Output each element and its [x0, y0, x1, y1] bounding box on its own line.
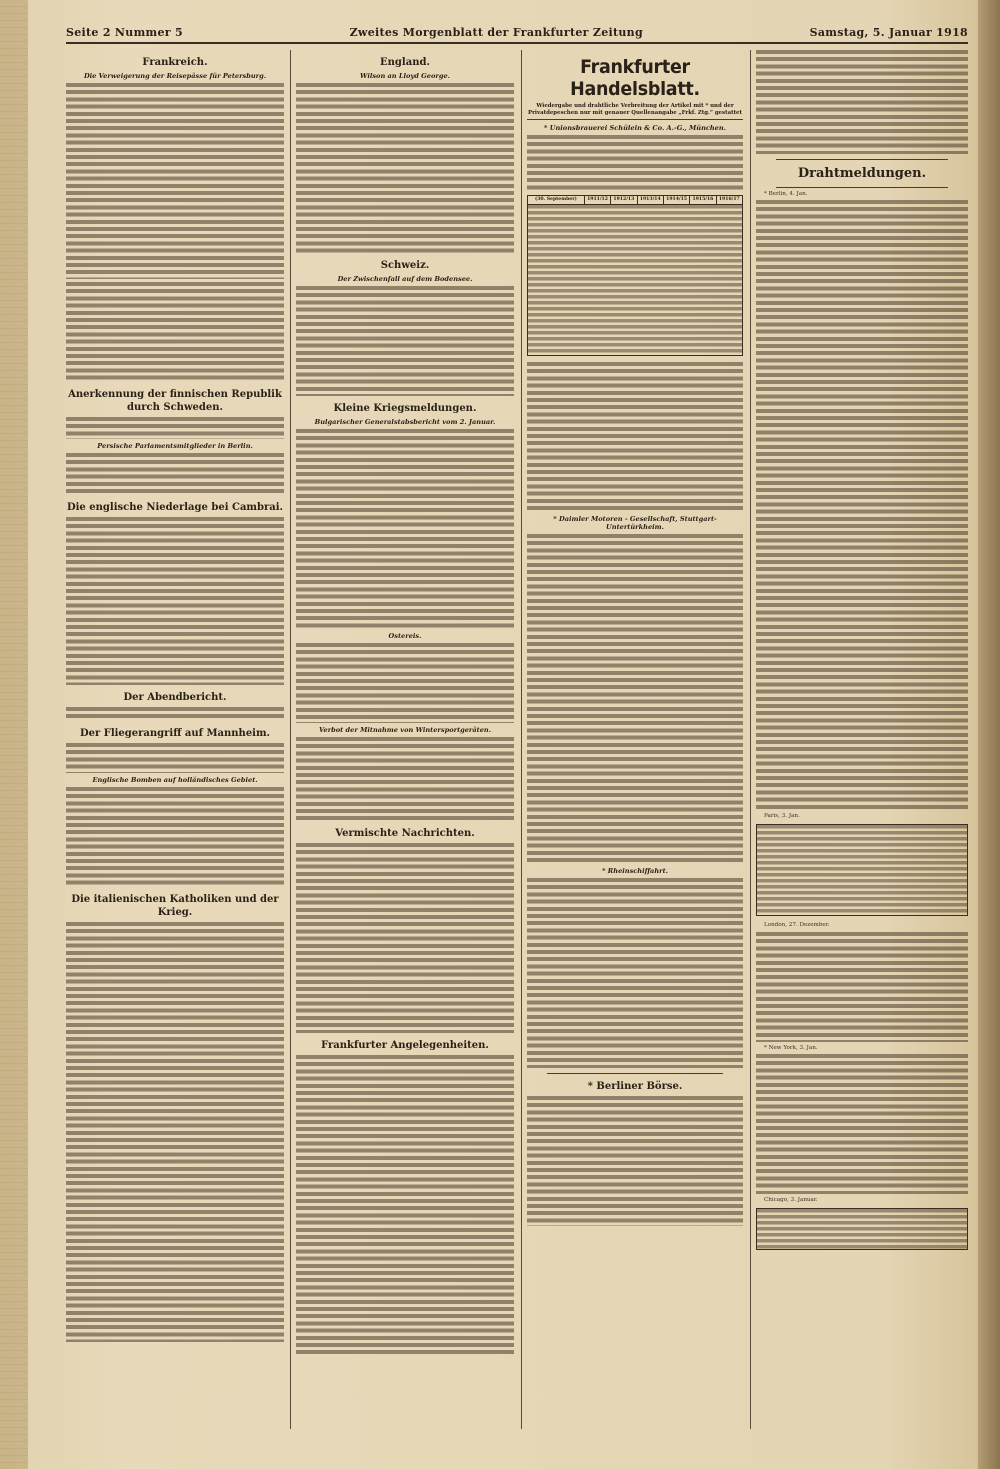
table-col-header: 1914/15 [663, 196, 689, 204]
article-body [66, 743, 284, 773]
divider [547, 1073, 723, 1074]
paris-quotes-body [757, 825, 967, 915]
article-body [756, 200, 968, 810]
header-paper-title: Zweites Morgenblatt der Frankfurter Zeitung [349, 26, 643, 39]
article-body [66, 83, 284, 279]
dateline-chicago: Chicago, 3. Januar. [764, 1196, 818, 1203]
heading-bomben: Englische Bomben auf holländisches Gebiet. [92, 776, 258, 784]
section-title-handelsblatt: Frankfurter Handelsblatt. [570, 56, 700, 100]
article-body [296, 737, 514, 821]
article-body [527, 878, 743, 1068]
article-body [296, 643, 514, 723]
heading-berliner-boerse: * Berliner Börse. [587, 1081, 683, 1093]
balance-table-body [528, 205, 742, 355]
subheading-passports: Die Verweigerung der Reisepässe für Petersburg. [83, 72, 267, 80]
article-body [66, 417, 284, 439]
column-3 [527, 50, 743, 1429]
heading-schweiz: Schweiz. [380, 260, 430, 271]
article-body [296, 843, 514, 1033]
article-body [66, 707, 284, 721]
section-note: Wiedergabe und drahtliche Verbreitung der Artikel mit * und der Privatdepeschen nur mit genauer Quellenangabe „Frkf. Ztg.“ gestattet [527, 103, 743, 120]
article-body [756, 1054, 968, 1194]
table-col-header: 1912/13 [610, 196, 636, 204]
table-col-header: 1915/16 [689, 196, 715, 204]
heading-mannheim: Der Fliegerangriff auf Mannheim. [79, 728, 271, 739]
subheading-wilson: Wilson an Lloyd George. [360, 72, 450, 80]
article-body [296, 83, 514, 253]
column-rule [521, 50, 522, 1429]
adjacent-page-strip [0, 0, 28, 1469]
heading-daimler: * Daimler Motoren - Gesellschaft, Stuttgart-Untertürkheim. [553, 515, 717, 532]
article-body [527, 534, 743, 864]
subheading-bodensee: Der Zwischenfall auf dem Bodensee. [337, 275, 473, 283]
table-col-header: (30. September) [534, 197, 577, 203]
article-body [66, 787, 284, 887]
table-col-header: 1911/12 [584, 196, 610, 204]
heading-drahtmeldungen: Drahtmeldungen. [797, 166, 927, 181]
dateline-berlin: * Berlin, 4. Jan. [764, 191, 808, 197]
paris-quotes-table [756, 824, 968, 916]
article-body [756, 932, 968, 1042]
article-body [296, 429, 514, 629]
header-page-number: Seite 2 Nummer 5 [66, 26, 183, 39]
divider [776, 159, 948, 160]
heading-rheinschiffahrt: * Rheinschiffahrt. [602, 867, 668, 876]
article-body [66, 922, 284, 1342]
article-body [66, 517, 284, 685]
heading-abendbericht: Der Abendbericht. [123, 692, 227, 703]
divider [776, 187, 948, 188]
table-col-header: 1916/17 [716, 196, 742, 204]
dateline-paris: Paris, 3. Jan. [764, 813, 800, 820]
column-4 [756, 50, 968, 1429]
article-body [66, 282, 284, 382]
table-col-header: 1913/14 [637, 196, 663, 204]
column-rule [290, 50, 291, 1429]
column-2 [296, 50, 514, 1429]
article-body [527, 1096, 743, 1226]
dateline-london: London, 27. Dezember. [764, 922, 830, 929]
heading-cambrai: Die englische Niederlage bei Cambrai. [66, 502, 284, 513]
heading-verbot: Verbot der Mitnahme von Wintersportgeräten. [318, 726, 492, 734]
heading-vermischt: Vermischte Nachrichten. [335, 828, 475, 839]
heading-ostereis: Ostereis. [388, 632, 422, 640]
heading-france: Frankreich. [142, 57, 208, 68]
heading-finland: Anerkennung der finnischen Republik durch Schweden. [68, 389, 282, 413]
article-body [66, 453, 284, 495]
heading-unionsbrauerei: * Unionsbrauerei Schülein & Co. A.-G., München. [544, 124, 726, 133]
column-1 [66, 50, 284, 1429]
subheading-bulgarisch: Bulgarischer Generalstabsbericht vom 2. Januar. [314, 418, 496, 426]
heading-england: England. [380, 57, 430, 68]
page-edge [978, 0, 1000, 1469]
chicago-quotes-table [756, 1208, 968, 1250]
heading-katholiken: Die italienischen Katholiken und der Krieg. [71, 894, 279, 918]
chicago-quotes-body [757, 1209, 967, 1249]
heading-kriegsmeldungen: Kleine Kriegsmeldungen. [333, 403, 477, 414]
article-body [296, 1055, 514, 1355]
page-header [66, 22, 968, 44]
balance-table [527, 195, 743, 356]
header-date: Samstag, 5. Januar 1918 [809, 26, 968, 39]
heading-angelegenheiten: Frankfurter Angelegenheiten. [321, 1040, 489, 1051]
article-body [527, 362, 743, 512]
article-body [756, 50, 968, 154]
column-rule [750, 50, 751, 1429]
article-body [527, 135, 743, 191]
balance-table-header [528, 196, 742, 205]
heading-persia: Persische Parlamentsmitglieder in Berlin. [97, 442, 253, 450]
article-body [296, 286, 514, 396]
dateline-newyork: * New York, 3. Jan. [764, 1044, 818, 1051]
